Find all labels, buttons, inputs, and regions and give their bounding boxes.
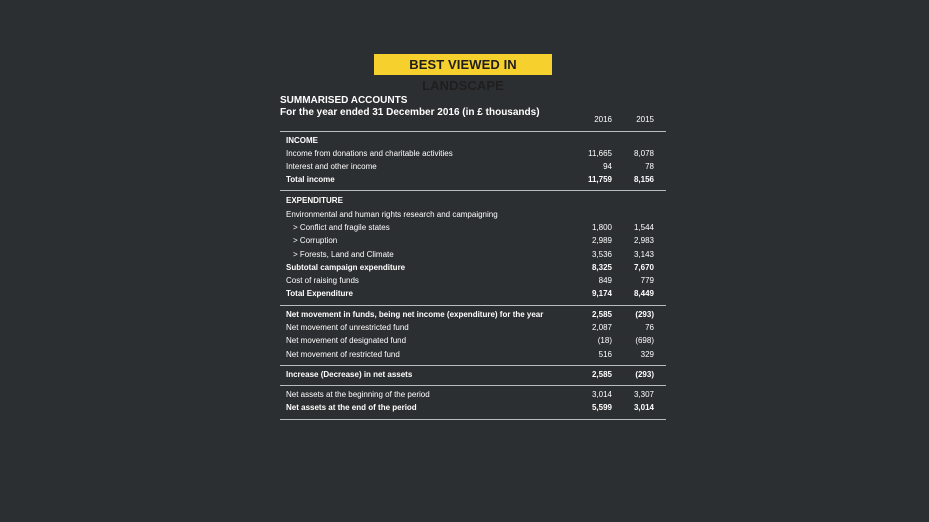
divider [280,131,666,132]
divider [280,419,666,420]
column-header-2016: 2016 [594,115,612,124]
table-row: > Corruption 2,989 2,983 [293,236,654,245]
total-income-row: Total income 11,759 8,156 [286,175,654,184]
divider [280,190,666,191]
table-row: > Conflict and fragile states 1,800 1,544 [293,223,654,232]
page-title: SUMMARISED ACCOUNTS [280,95,408,106]
increase-row: Increase (Decrease) in net assets 2,585 (293) [286,370,654,379]
table-row: Income from donations and charitable activities 11,665 8,078 [286,149,654,158]
divider [280,385,666,386]
divider [280,365,666,366]
column-header-row [280,114,666,126]
subtotal-row: Subtotal campaign expenditure 8,325 7,670 [286,263,654,272]
page-subtitle: For the year ended 31 December 2016 (in £ thousands) [280,107,540,118]
table-row: Interest and other income 94 78 [286,162,654,171]
income-heading: INCOME [286,136,318,145]
expenditure-heading: EXPENDITURE [286,196,343,205]
landscape-banner: BEST VIEWED IN LANDSCAPE [374,54,552,75]
net-movement-row: Net movement in funds, being net income (expenditure) for the year 2,585 (293) [286,310,654,319]
net-assets-end-row: Net assets at the end of the period 5,599 3,014 [286,403,654,412]
table-row: Net movement of designated fund (18) (698) [286,336,654,345]
table-row: Net assets at the beginning of the period 3,014 3,307 [286,390,654,399]
table-row: Cost of raising funds 849 779 [286,276,654,285]
table-row: Net movement of restricted fund 516 329 [286,350,654,359]
column-header-2015: 2015 [636,115,654,124]
table-row: > Forests, Land and Climate 3,536 3,143 [293,250,654,259]
table-row: Environmental and human rights research and campaigning [286,210,498,219]
total-expenditure-row: Total Expenditure 9,174 8,449 [286,289,654,298]
table-row: Net movement of unrestricted fund 2,087 76 [286,323,654,332]
divider [280,305,666,306]
